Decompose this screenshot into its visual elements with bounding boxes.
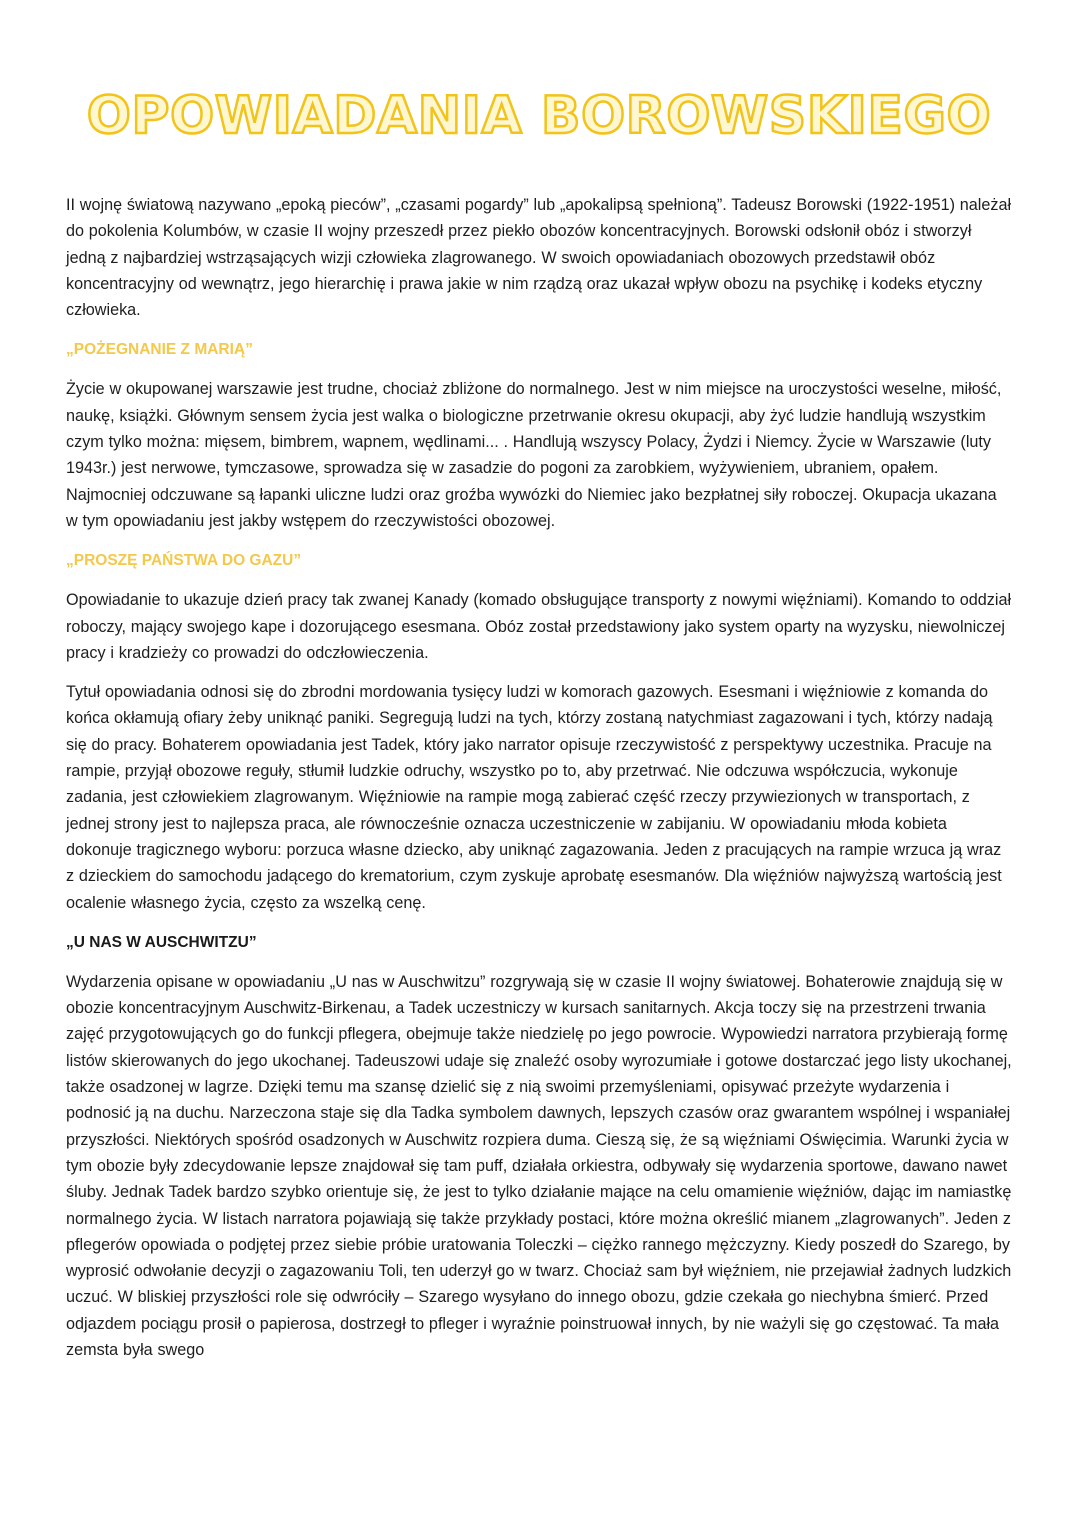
section-heading-pozegnanie: „POŻEGNANIE Z MARIĄ”	[66, 341, 253, 359]
section-paragraph: Wydarzenia opisane w opowiadaniu „U nas w Auschwitzu” rozgrywają się w czasie II wojny światowej. Bohaterowie znajdują się w obozie koncentracyjnym Auschwitz-Birkenau, a Tadek uczestniczy w kursach sanitarnych. Akcja toczy się na przestrzeni trwania zajęć przygotowujących go do funkcji pflegera, obejmuje także niedzielę po jego powrocie. Wypowiedzi narratora przybierają formę listów skierowanych do jego ukochanej. Tadeuszowi udaje się znaleźć osoby wyrozumiałe i gotowe dostarczać jego listy ukochanej, także osadzonej w lagrze. Dzięki temu ma szansę dzielić się z nią swoimi przemyśleniami, opisywać przeżyte wydarzenia i podnosić ją na duchu. Narzeczona staje się dla Tadka symbolem dawnych, lepszych czasów oraz gwarantem wspólnej i wspaniałej przyszłości. Niektórych spośród osadzonych w Auschwitz rozpiera duma. Cieszą się, że są więźniami Oświęcimia. Warunki życia w tym obozie były zdecydowanie lepsze znajdował się tam puff, działała orkiestra, odbywały się wydarzenia sportowe, dawano nawet śluby. Jednak Tadek bardzo szybko orientuje się, że jest to tylko działanie mające na celu omamienie więźniów, dając im namiastkę normalnego życia. W listach narratora pojawiają się także przykłady postaci, które można określić mianem „zlagrowanych”. Jeden z pflegerów opowiada o podjętej przez siebie próbie uratowania Toleczki – ciężko rannego mężczyzny. Kiedy poszedł do Szarego, by wyprosić odwołanie decyzji o zagazowaniu Toli, ten uderzył go w twarz. Chociaż sam był więźniem, nie przejawiał żadnych ludzkich uczuć. W bliskiej przyszłości role się odwróciły – Szarego wysyłano do innego obozu, gdzie czekała go niechybna śmierć. Przed odjazdem pociągu prosił o papierosa, dostrzegł to pfleger i wyraźnie poinstruował innych, by nie ważyli się go częstować. Ta mała zemsta była swego	[66, 972, 1012, 1359]
intro-paragraph: II wojnę światową nazywano „epoką pieców”, „czasami pogardy” lub „apokalipsą spełnioną”. Tadeusz Borowski (1922-1951) należał do pokolenia Kolumbów, w czasie II wojny przeszedł przez piekło obozów koncentracyjnych. Borowski odsłonił obóz i stworzył jedną z najbardziej wstrząsających wizji człowieka zlagrowanego. W swoich opowiadaniach obozowych przedstawił obóz koncentracyjny od wewnątrz, jego hierarchię i prawa jakie w nim rządzą oraz ukazał wpływ obozu na psychikę i kodeks etyczny człowieka.	[66, 196, 1012, 320]
section-heading-prosze-panstwa: „PROSZĘ PAŃSTWA DO GAZU”	[66, 552, 302, 570]
section-paragraph: Życie w okupowanej warszawie jest trudne, chociaż zbliżone do normalnego. Jest w nim miejsce na uroczystości weselne, miłość, naukę, książki. Głównym sensem życia jest walka o biologiczne przetrwanie okresu okupacji, aby żyć ludzie handlują wszystkim czym tylko można: mięsem, bimbrem, wapnem, wędlinami... . Handlują wszyscy Polacy, Żydzi i Niemcy. Życie w Warszawie (luty 1943r.) jest nerwowe, tymczasowe, sprowadza się w zasadzie do pogoni za zarobkiem, wyżywieniem, ubraniem, opałem. Najmocniej odczuwane są łapanki uliczne ludzi oraz groźba wywózki do Niemiec jako bezpłatnej siły roboczej. Okupacja ukazana w tym opowiadaniu jest jakby wstępem do rzeczywistości obozowej.	[66, 380, 1002, 530]
section-paragraph: Opowiadanie to ukazuje dzień pracy tak zwanej Kanady (komado obsługujące transporty z nowymi więźniami). Komando to oddział roboczy, mający swojego kape i dozorującego esesmana. Obóz został przedstawiony jako system oparty na wyzysku, niewolniczej pracy i kradzieży co prowadzi do odczłowieczenia.	[66, 591, 1012, 662]
section-heading-u-nas: „U NAS W AUSCHWITZU”	[66, 933, 257, 951]
document-title: OPOWIADANIA BOROWSKIEGO	[86, 86, 992, 146]
section-paragraph: Tytuł opowiadania odnosi się do zbrodni mordowania tysięcy ludzi w komorach gazowych. Esesmani i więźniowie z komanda do końca okłamują ofiary żeby uniknąć paniki. Segregują ludzi na tych, którzy zostaną natychmiast zagazowani i tych, którzy nadają się do pracy. Bohaterem opowiadania jest Tadek, który jako narrator opisuje rzeczywistość z perspektywy uczestnika. Pracuje na rampie, przyjął obozowe reguły, stłumił ludzkie odruchy, wszystko po to, aby przetrwać. Nie odczuwa współczucia, wykonuje zadania, jest człowiekiem zlagrowanym. Więźniowie na rampie mogą zabierać część rzeczy przywiezionych w transportach, z jednej strony jest to najlepsza praca, ale równocześnie oznacza uczestniczenie w zabijaniu. W opowiadaniu młoda kobieta dokonuje tragicznego wyboru: porzuca własne dziecko, aby uniknąć zagazowania. Jeden z pracujących na rampie wrzuca ją wraz z dzieckiem do samochodu jadącego do krematorium, czym zyskuje aprobatę esesmanów. Dla więźniów najwyższą wartością jest ocalenie własnego życia, często za wszelką cenę.	[66, 683, 1002, 912]
